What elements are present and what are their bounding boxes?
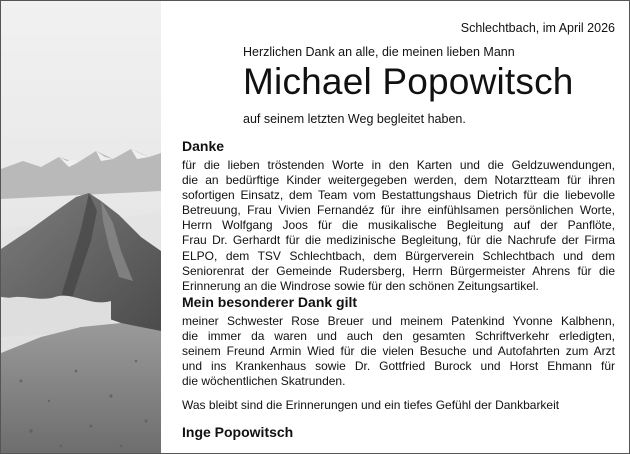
heading-danke: Danke [182, 138, 225, 154]
paragraph-line: Frau Dr. Gerhardt für die medizinische Begleitung, für die Nachrufe der Firma [182, 233, 615, 248]
paragraph-line: die immer da waren und auch den gesamten Schriftverkehr erledigten, [182, 329, 615, 344]
dank-paragraph [182, 314, 615, 389]
paragraph-line: meiner Schwester Rose Breuer und meinem Patenkind Yvonne Kalbhenn, [182, 314, 615, 328]
deceased-name: Michael Popowitsch [243, 61, 574, 102]
paragraph-line: seinem Freund Armin Wied für die vielen Besuche und Autofahrten zum Arzt [182, 344, 615, 359]
place-date: Schlechtbach, im April 2026 [460, 21, 615, 35]
paragraph-line: sofortigen Einsatz, dem Team vom Bestattungshaus Dietrich für die liebevolle [182, 188, 615, 203]
mountain-photo [1, 1, 161, 454]
paragraph-line: Seniorenrat der Gemeinde Rudersberg, Herrn Bürgermeister Ahrens für die [182, 263, 615, 278]
heading-besonderer-dank: Mein besonderer Dank gilt [182, 294, 358, 310]
paragraph-line: die wöchentlichen Skatrunden. [182, 374, 346, 389]
closing-text: Was bleibt sind die Erinnerungen und ein tiefes Gefühl der Dankbarkeit [182, 398, 560, 412]
paragraph-line: und ins Krankenhaus sowie Dr. Gottfried Burock und Horst Ehmann für [182, 359, 615, 374]
paragraph-line: ELPO, dem TSV Schlechtbach, dem Bürgerverein Schlechtbach und dem [182, 248, 615, 263]
paragraph-line: Herrn Wolfgang Joos für die musikalische Begleitung auf der Panflöte, [182, 218, 615, 233]
closing-line [182, 398, 615, 413]
intro-line: Herzlichen Dank an alle, die meinen lieben Mann [243, 45, 515, 59]
paragraph-line: Erinnerung an die Windrose sowie für den schönen Zeitungsartikel. [182, 278, 539, 293]
signature: Inge Popowitsch [182, 424, 294, 440]
outro-line: auf seinem letzten Weg begleitet haben. [243, 112, 466, 126]
paragraph-line: die an bedürftige Kinder weitergegeben werden, dem Notarztteam für ihren [182, 173, 615, 188]
danke-paragraph [182, 158, 615, 294]
paragraph-line: Betreuung, Frau Vivien Fernandéz für ihre einfühlsamen persönlichen Worte, [182, 203, 615, 218]
paragraph-line: für die lieben tröstenden Worte in den Karten und die Geldzuwendungen, [182, 158, 615, 172]
